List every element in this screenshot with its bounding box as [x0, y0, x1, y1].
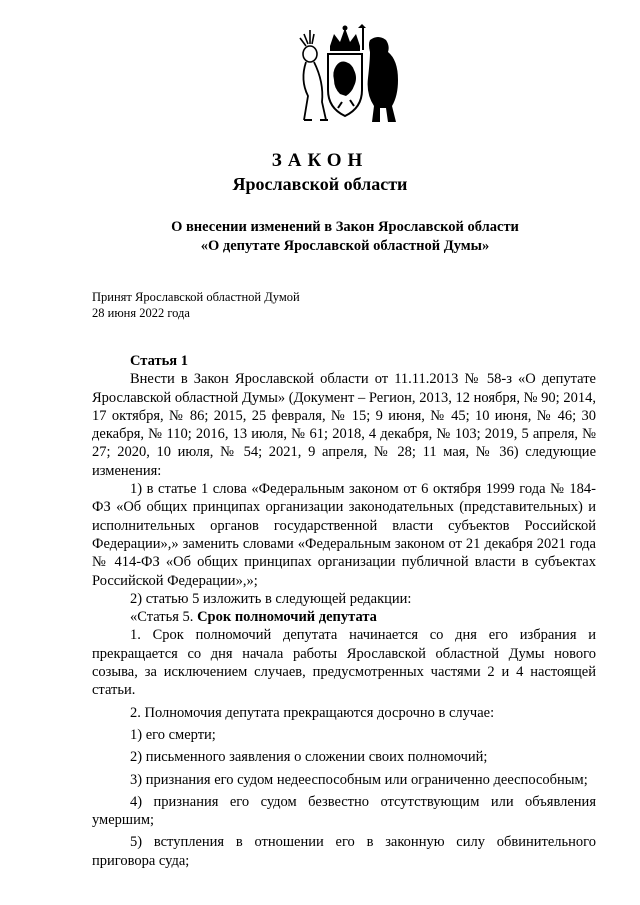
change-item-1: 1) в статье 1 слова «Федеральным законом от 6 октября 1999 года № 184-ФЗ «Об общих принципах организации законодательных (представительных) и исполнительных органов государственной власти субъектов Российской Федерации»,» заменить словами «Федеральным законом от 21 декабря 2021 года № 414-ФЗ «Об общих принципах организации публичной власти в субъектах Российской Федерации»,»;	[92, 481, 596, 589]
law-subtitle	[0, 218, 640, 256]
subitem-5: 5) вступления в отношении его в законную силу обвинительного приговора суда;	[92, 834, 596, 869]
change-item-2: 2) статью 5 изложить в следующей редакции:	[130, 590, 412, 607]
adoption-date: 28 июня 2022 года	[92, 306, 190, 320]
article-title: Статья 1	[130, 353, 188, 369]
new-article-prefix: «Статья 5.	[130, 609, 198, 626]
article-intro: Внести в Закон Ярославской области от 11.11.2013 № 58-з «О депутате Ярославской областной Думы» (Документ – Регион, 2013, 12 ноября, № 90; 2014, 17 октября, № 86; 2015, 25 февраля, № 15; 9 июня, № 45; 10 июня, № 46; 30 декабря, № 110; 2016, 13 июля, № 61; 2018, 4 декабря, № 103; 2019, 5 апреля, № 27; 2020, 10 июля, № 54; 2021, 9 апреля, № 28; 11 мая, № 36) следующие изменения:	[92, 371, 596, 479]
coat-of-arms-emblem	[290, 22, 400, 128]
subtitle-line-1: О внесении изменений в Закон Ярославской области	[171, 219, 519, 235]
subitem-4: 4) признания его судом безвестно отсутствующим или объявления умершим;	[92, 793, 596, 829]
paragraph-1: 1. Срок полномочий депутата начинается со дня его избрания и прекращается со дня начала работы Ярославской областной Думы нового созыва, за исключением случаев, предусмотренных частями 2 и 4 настоящей статьи.	[92, 627, 596, 699]
new-article-heading	[92, 608, 596, 626]
subitem-1: 1) его смерти;	[130, 726, 216, 743]
subtitle-line-2: «О депутате Ярославской областной Думы»	[200, 238, 490, 254]
region-title: Ярославской области	[232, 174, 408, 194]
adoption-info	[92, 289, 300, 321]
law-label: ЗАКОН	[271, 150, 369, 171]
article-body	[92, 352, 596, 870]
adoption-line-1: Принят Ярославской областной Думой	[92, 290, 300, 304]
new-article-title: Срок полномочий депутата	[197, 609, 377, 626]
subitem-2: 2) письменного заявления о сложении своих полномочий;	[130, 749, 488, 766]
subitem-3: 3) признания его судом недееспособным или ограниченно дееспособным;	[130, 771, 588, 788]
paragraph-2: 2. Полномочия депутата прекращаются досрочно в случае:	[130, 704, 495, 721]
